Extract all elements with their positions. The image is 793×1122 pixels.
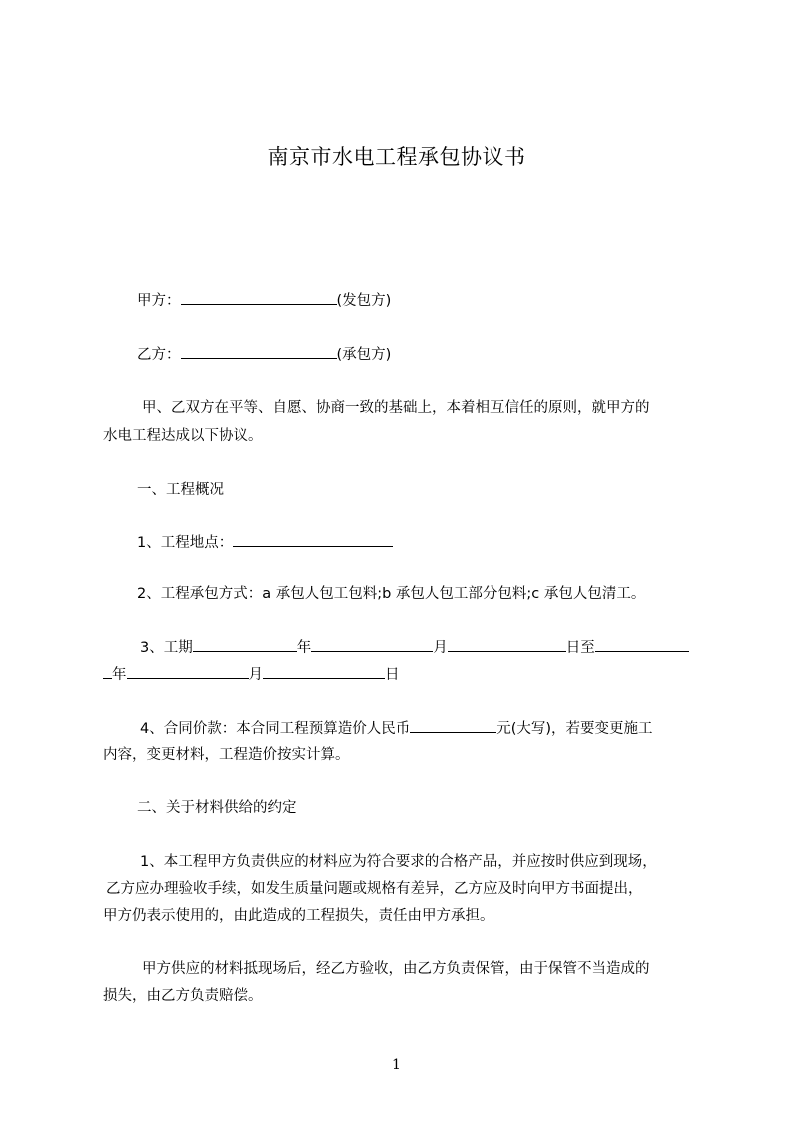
document-title: 南京市水电工程承包协议书 <box>267 145 526 169</box>
party-b-label: 乙方： <box>137 347 181 363</box>
location-line <box>137 532 393 553</box>
contract-price-line-2: 内容，变更材料，工程造价按实计算。 <box>103 747 350 763</box>
party-a-suffix: (发包方) <box>336 293 392 309</box>
start-year-text: 年 <box>296 640 312 656</box>
end-year-blank-part2 <box>103 664 112 679</box>
party-a-blank <box>181 290 337 305</box>
materials-p1-line-1: 1、本工程甲方负责供应的材料应为符合要求的合格产品，并应按时供应到现场， <box>140 854 657 870</box>
contract-price-prefix: 4、合同价款：本合同工程预算造价人民币 <box>140 721 411 737</box>
start-month-blank <box>311 637 433 652</box>
page-number: 1 <box>392 1057 401 1073</box>
end-month-text: 月 <box>248 667 263 683</box>
intro-line-1: 甲、乙双方在平等、自愿、协商一致的基础上，本着相互信任的原则，就甲方的 <box>142 400 650 416</box>
end-month-blank <box>127 664 249 679</box>
party-a-label: 甲方： <box>137 293 181 309</box>
materials-p2-line-2: 损失，由乙方负责赔偿。 <box>103 988 263 1004</box>
start-month-text: 月 <box>433 640 448 656</box>
section-2-heading: 二、关于材料供给的约定 <box>137 800 297 816</box>
contract-price-suffix: 元(大写)，若要变更施工 <box>496 721 653 737</box>
contract-method: 2、工程承包方式：a 承包人包工包料;b 承包人包工部分包料;c 承包人包清工。 <box>137 586 646 602</box>
contract-price-line-1 <box>140 718 653 739</box>
end-day-text: 日 <box>385 667 400 683</box>
end-year-blank-part1 <box>595 637 689 652</box>
party-b-blank <box>181 344 337 359</box>
party-a-line <box>137 290 391 311</box>
start-day-blank <box>448 637 566 652</box>
end-day-blank <box>263 664 385 679</box>
location-label: 1、工程地点： <box>137 535 234 551</box>
period-line-2 <box>103 664 400 685</box>
location-blank <box>233 532 393 547</box>
contract-price-blank <box>410 718 496 733</box>
party-b-line <box>137 344 391 365</box>
period-label: 3、工期 <box>140 640 193 656</box>
start-day-to-text: 日至 <box>565 640 595 656</box>
end-year-text: 年 <box>112 667 127 683</box>
materials-p1-line-2: 乙方应办理验收手续，如发生质量问题或规格有差异，乙方应及时向甲方书面提出， <box>106 881 643 897</box>
start-year-blank <box>193 637 297 652</box>
party-b-suffix: (承包方) <box>336 347 392 363</box>
section-1-heading: 一、工程概况 <box>137 482 224 498</box>
materials-p1-line-3: 甲方仍表示使用的，由此造成的工程损失，责任由甲方承担。 <box>103 908 495 924</box>
materials-p2-line-1: 甲方供应的材料抵现场后，经乙方验收，由乙方负责保管，由于保管不当造成的 <box>142 961 650 977</box>
intro-line-2: 水电工程达成以下协议。 <box>103 428 263 444</box>
period-line-1 <box>140 637 689 658</box>
